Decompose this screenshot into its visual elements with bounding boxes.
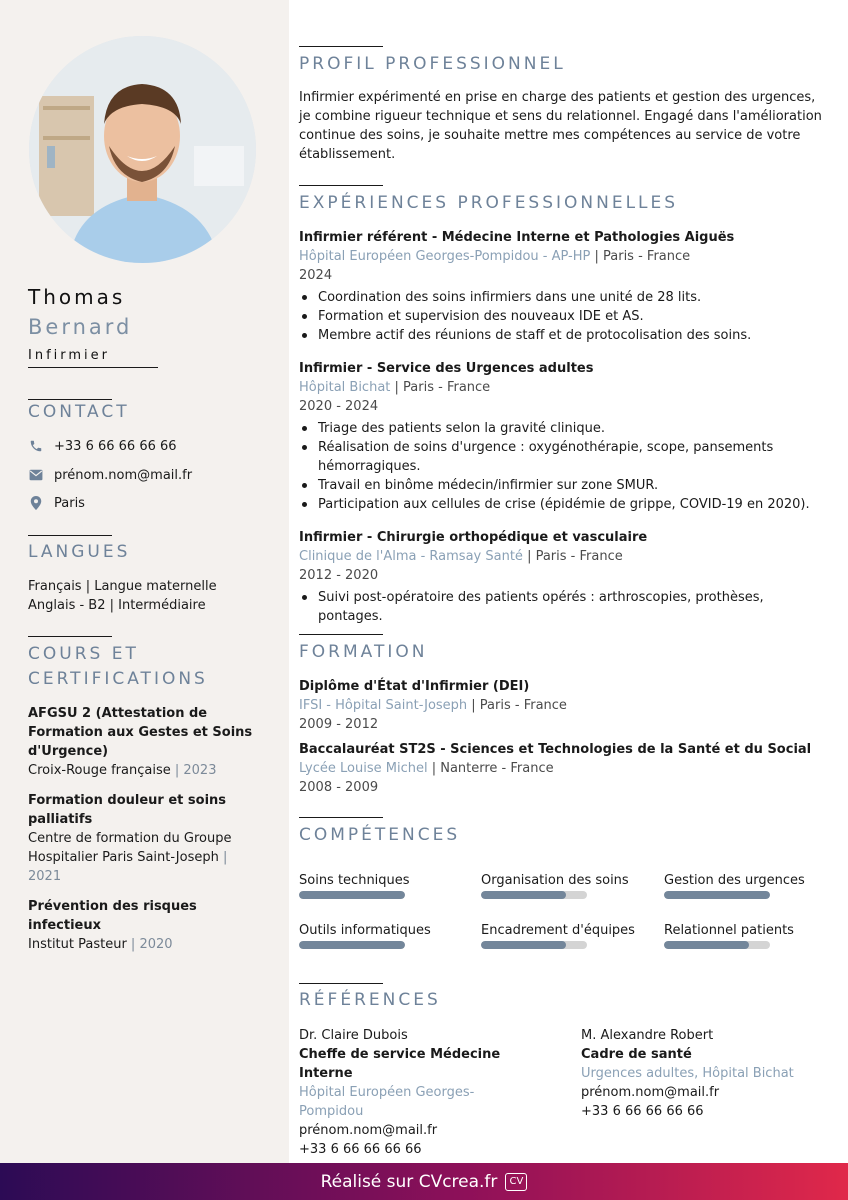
skill-bar-fill bbox=[481, 891, 566, 899]
first-name: Thomas bbox=[28, 285, 126, 309]
skill-label: Encadrement d'équipes bbox=[481, 923, 635, 938]
job-employer: Hôpital Européen Georges-Pompidou - AP-HP bbox=[299, 249, 591, 264]
education-dates: 2008 - 2009 bbox=[299, 780, 379, 795]
languages-title: LANGUES bbox=[28, 542, 131, 562]
phone-icon bbox=[28, 438, 44, 454]
education-location: | Nanterre - France bbox=[427, 761, 554, 776]
certification-item bbox=[28, 897, 258, 954]
reference-role: Cadre de santé bbox=[581, 1047, 692, 1062]
reference-email[interactable]: prénom.nom@mail.fr bbox=[581, 1085, 720, 1100]
skill-bar-fill bbox=[664, 891, 770, 899]
certification-item bbox=[28, 704, 258, 780]
job-location: | Paris - France bbox=[590, 249, 691, 264]
skill-bar bbox=[481, 891, 587, 899]
contact-title: CONTACT bbox=[28, 402, 130, 422]
experience-item bbox=[299, 528, 829, 626]
footer-text[interactable]: Réalisé sur CVcrea.fr bbox=[320, 1171, 498, 1192]
job-dates: 2012 - 2020 bbox=[299, 568, 379, 583]
skill-label: Relationnel patients bbox=[664, 923, 794, 938]
section-divider bbox=[299, 983, 383, 984]
reference-email[interactable]: prénom.nom@mail.fr bbox=[299, 1123, 438, 1138]
job-dates: 2020 - 2024 bbox=[299, 399, 379, 414]
certification-title: AFGSU 2 (Attestation de Formation aux Gestes et Soins d'Urgence) bbox=[28, 706, 253, 759]
contact-location bbox=[28, 493, 268, 513]
job-bullet: Formation et supervision des nouveaux IDE et AS. bbox=[299, 307, 829, 326]
skill-bar-fill bbox=[664, 941, 749, 949]
contact-location-value: Paris bbox=[54, 495, 85, 511]
education-school: IFSI - Hôpital Saint-Joseph bbox=[299, 698, 468, 713]
contact-phone[interactable] bbox=[28, 436, 268, 456]
references-title: RÉFÉRENCES bbox=[299, 990, 441, 1010]
reference-role: Cheffe de service Médecine Interne bbox=[299, 1047, 501, 1081]
education-item bbox=[299, 740, 829, 797]
job-bullet: Travail en binôme médecin/infirmier sur zone SMUR. bbox=[299, 476, 829, 495]
reference-item bbox=[581, 1026, 821, 1121]
education-degree: Baccalauréat ST2S - Sciences et Technologies de la Santé et du Social bbox=[299, 742, 812, 757]
skill-bar bbox=[299, 941, 405, 949]
skill-bar bbox=[481, 941, 587, 949]
job-bullet: Suivi post-opératoire des patients opérés : arthroscopies, prothèses, pontages. bbox=[299, 588, 829, 626]
certification-org: Croix-Rouge française bbox=[28, 763, 171, 778]
skill-item bbox=[481, 923, 651, 949]
education-degree: Diplôme d'État d'Infirmier (DEI) bbox=[299, 679, 530, 694]
certification-year: 2020 bbox=[139, 937, 173, 952]
education-location: | Paris - France bbox=[467, 698, 567, 713]
job-location: | Paris - France bbox=[390, 380, 491, 395]
section-divider bbox=[299, 634, 383, 635]
reference-name: M. Alexandre Robert bbox=[581, 1028, 714, 1043]
certification-year: 2021 bbox=[28, 869, 62, 884]
section-divider bbox=[28, 535, 112, 536]
reference-phone[interactable]: +33 6 66 66 66 66 bbox=[299, 1142, 422, 1157]
skill-bar-fill bbox=[299, 891, 405, 899]
skill-bar-fill bbox=[299, 941, 405, 949]
experience-title: EXPÉRIENCES PROFESSIONNELLES bbox=[299, 193, 679, 213]
skill-bar bbox=[664, 891, 770, 899]
job-employer: Hôpital Bichat bbox=[299, 380, 391, 395]
profile-photo bbox=[29, 36, 256, 263]
profile-text: Infirmier expérimenté en prise en charge des patients et gestion des urgences, je combine rigueur technique et sens du relationnel. Engagé dans l'amélioration continue des soins, je souhaite mettre mes compétences au service de votre établissement. bbox=[299, 90, 822, 162]
experience-item bbox=[299, 228, 829, 345]
skills-title: COMPÉTENCES bbox=[299, 825, 461, 845]
job-bullet: Réalisation de soins d'urgence : oxygénothérapie, scope, pansements hémorragiques. bbox=[299, 438, 829, 476]
skill-item bbox=[664, 923, 834, 949]
education-dates: 2009 - 2012 bbox=[299, 717, 379, 732]
reference-phone[interactable]: +33 6 66 66 66 66 bbox=[581, 1104, 704, 1119]
job-bullet: Coordination des soins infirmiers dans une unité de 28 lits. bbox=[299, 288, 829, 307]
job-title: Infirmier référent - Médecine Interne et Pathologies Aiguës bbox=[299, 230, 735, 245]
job-bullet: Participation aux cellules de crise (épidémie de grippe, COVID-19 en 2020). bbox=[299, 495, 829, 514]
contact-email-value: prénom.nom@mail.fr bbox=[54, 467, 193, 483]
contact-phone-value: +33 6 66 66 66 66 bbox=[54, 438, 177, 454]
certification-year: 2023 bbox=[183, 763, 217, 778]
job-title: Infirmier bbox=[28, 348, 158, 368]
last-name: Bernard bbox=[28, 315, 133, 339]
skill-bar bbox=[664, 941, 770, 949]
job-bullet: Membre actif des réunions de staff et de protocolisation des soins. bbox=[299, 326, 829, 345]
job-title: Infirmier - Service des Urgences adultes bbox=[299, 361, 594, 376]
certification-separator: | bbox=[170, 763, 184, 778]
certification-item bbox=[28, 791, 258, 886]
cvcrea-logo-icon: CV bbox=[505, 1173, 527, 1191]
mail-icon bbox=[28, 467, 44, 483]
job-title: Infirmier - Chirurgie orthopédique et vasculaire bbox=[299, 530, 648, 545]
certification-title: Prévention des risques infectieux bbox=[28, 899, 197, 933]
certifications-title-line-1: COURS ET bbox=[28, 644, 139, 664]
job-dates: 2024 bbox=[299, 268, 333, 283]
job-bullets bbox=[299, 588, 829, 626]
reference-name: Dr. Claire Dubois bbox=[299, 1028, 408, 1043]
education-title: FORMATION bbox=[299, 642, 428, 662]
contact-email[interactable] bbox=[28, 465, 268, 485]
reference-item bbox=[299, 1026, 519, 1159]
certification-title: Formation douleur et soins palliatifs bbox=[28, 793, 227, 827]
section-divider bbox=[299, 817, 383, 818]
skill-item bbox=[664, 873, 834, 899]
skill-bar bbox=[299, 891, 405, 899]
job-bullet: Triage des patients selon la gravité clinique. bbox=[299, 419, 829, 438]
certification-org: Institut Pasteur bbox=[28, 937, 127, 952]
certification-separator: | bbox=[218, 850, 228, 865]
skill-label: Organisation des soins bbox=[481, 873, 629, 888]
section-divider bbox=[299, 185, 383, 186]
experience-item bbox=[299, 359, 829, 514]
profile-title: PROFIL PROFESSIONNEL bbox=[299, 54, 566, 74]
job-bullets bbox=[299, 419, 829, 514]
skill-bar-fill bbox=[481, 941, 566, 949]
skill-label: Outils informatiques bbox=[299, 923, 431, 938]
job-employer: Clinique de l'Alma - Ramsay Santé bbox=[299, 549, 523, 564]
certification-org: Centre de formation du Groupe Hospitalier Paris Saint-Joseph bbox=[28, 831, 232, 865]
job-bullets bbox=[299, 288, 829, 345]
skill-item bbox=[481, 873, 651, 899]
skill-item bbox=[299, 873, 469, 899]
skill-label: Gestion des urgences bbox=[664, 873, 805, 888]
location-pin-icon bbox=[28, 495, 44, 511]
section-divider bbox=[28, 636, 112, 637]
education-school: Lycée Louise Michel bbox=[299, 761, 428, 776]
education-item bbox=[299, 677, 829, 734]
footer-banner[interactable] bbox=[0, 1163, 848, 1200]
reference-organization: Hôpital Européen Georges-Pompidou bbox=[299, 1085, 475, 1119]
skill-item bbox=[299, 923, 469, 949]
section-divider bbox=[299, 46, 383, 47]
reference-organization: Urgences adultes, Hôpital Bichat bbox=[581, 1066, 794, 1081]
skill-label: Soins techniques bbox=[299, 873, 410, 888]
certifications-title-line-2: CERTIFICATIONS bbox=[28, 669, 208, 689]
language-item: Anglais - B2 | Intermédiaire bbox=[28, 598, 206, 613]
language-item: Français | Langue maternelle bbox=[28, 579, 217, 594]
job-location: | Paris - France bbox=[522, 549, 623, 564]
certification-separator: | bbox=[126, 937, 140, 952]
